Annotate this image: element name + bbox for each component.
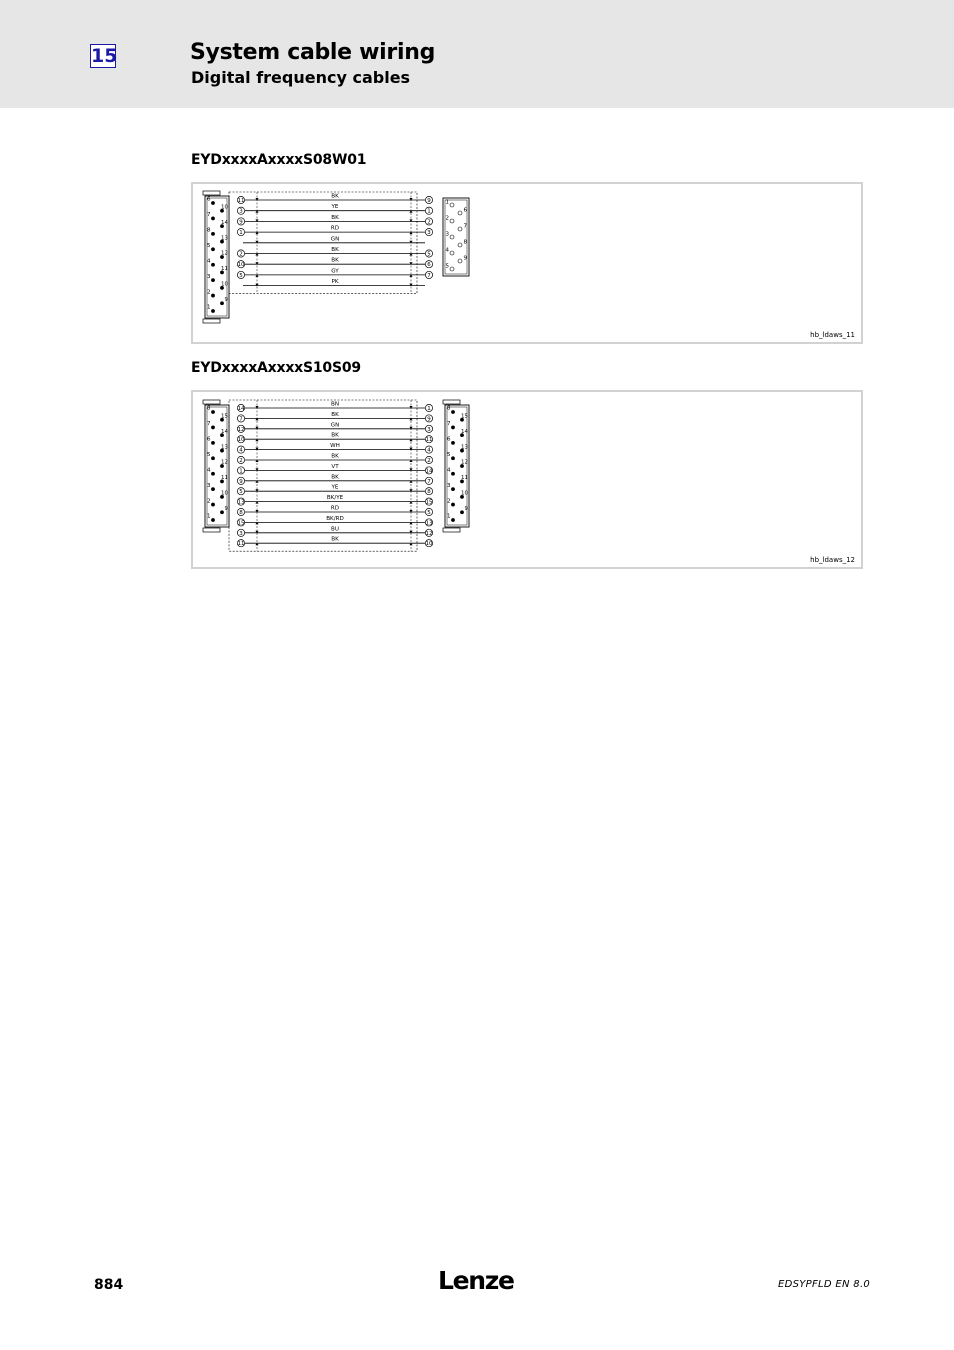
left-connector-pin-label: 15 — [221, 413, 228, 420]
left-connector-pin-dot — [211, 472, 215, 476]
right-connector-pin-label: 2 — [445, 215, 449, 222]
left-connector-pin-label: 9 — [224, 296, 228, 303]
left-connector-pin-label: 8 — [207, 405, 211, 412]
left-connector-pin-label: 5 — [207, 451, 211, 458]
figure1-heading: EYDxxxxAxxxxS08W01 — [191, 152, 367, 168]
pin-number-label: 12 — [425, 530, 433, 537]
pin-number-label: 9 — [239, 478, 243, 485]
wiring-diagram-svg — [193, 392, 865, 571]
left-connector-pin-dot — [220, 301, 224, 305]
pin-number-label: 2 — [427, 458, 431, 464]
wire-color-label: VT — [331, 463, 339, 470]
left-connector-pin-label: 8 — [207, 227, 211, 234]
right-connector-flange-bottom — [443, 528, 460, 532]
wire-color-label: BK — [331, 247, 339, 253]
wire-color-label: YE — [331, 204, 339, 211]
figure-id: hb_ldaws_12 — [810, 556, 855, 564]
pin-number-label: 9 — [427, 416, 431, 423]
wire-color-label: BK — [331, 411, 339, 418]
right-connector-pin-socket — [458, 259, 462, 263]
right-connector-pin-dot — [451, 472, 455, 476]
document-id: EDSYPFLD EN 8.0 — [778, 1279, 871, 1290]
right-connector-pin-label: 14 — [461, 428, 468, 435]
pin-number-label: 9 — [427, 198, 431, 204]
right-connector-pin-label: 9 — [464, 505, 468, 512]
page-title: System cable wiring — [190, 40, 436, 65]
left-connector-pin-label: 10 — [221, 281, 228, 288]
left-connector-pin-label: 1 — [207, 304, 211, 311]
pin-number-label: 1 — [427, 406, 431, 412]
lenze-logo: Lenze — [438, 1266, 514, 1295]
chapter-number-link[interactable]: 15 — [91, 45, 118, 67]
left-connector-pin-label: 7 — [207, 212, 211, 219]
left-connector-pin-label: 11 — [221, 475, 228, 482]
left-connector-pin-dot — [211, 487, 215, 491]
left-connector-pin-label: 6 — [207, 196, 211, 203]
right-connector-pin-label: 5 — [447, 451, 451, 458]
right-connector-pin-dot — [451, 456, 455, 460]
pin-number-label: 11 — [237, 198, 245, 204]
pin-number-label: 1 — [239, 230, 243, 237]
wire-color-label: BK — [331, 432, 339, 439]
right-connector-pin-label: 10 — [461, 490, 468, 497]
pin-number-label: 8 — [427, 489, 431, 496]
left-connector-pin-dot — [211, 426, 215, 430]
left-connector-pin-dot — [211, 217, 215, 221]
pin-number-label: 13 — [237, 499, 245, 506]
right-connector-pin-label: 7 — [447, 421, 451, 428]
left-connector-pin-dot — [211, 278, 215, 282]
wire-color-label: BK/RD — [326, 515, 344, 522]
left-connector-pin-dot — [211, 441, 215, 445]
pin-number-label: 3 — [239, 208, 243, 215]
wire-color-label: BK — [331, 214, 339, 221]
figure2-heading: EYDxxxxAxxxxS10S09 — [191, 360, 361, 376]
pin-number-label: 7 — [427, 272, 431, 279]
left-connector-flange-top — [203, 191, 220, 195]
pin-number-label: 5 — [239, 489, 243, 496]
left-connector-pin-label: 6 — [207, 436, 211, 443]
left-connector-pin-label: 12 — [221, 250, 228, 257]
wire-color-label: BK/YE — [326, 495, 344, 502]
left-connector-pin-dot — [211, 309, 215, 313]
right-connector-pin-label: 12 — [461, 459, 468, 466]
pin-number-label: 11 — [425, 437, 433, 444]
left-connector-pin-label: 1 — [207, 513, 211, 520]
right-connector-pin-label: 4 — [445, 247, 449, 254]
pin-number-label: 15 — [425, 499, 433, 506]
right-connector-pin-label: 5 — [445, 263, 449, 270]
wire-color-label: BK — [331, 474, 339, 481]
pin-number-label: 9 — [239, 219, 243, 226]
right-connector-pin-dot — [451, 441, 455, 445]
right-connector-pin-label: 1 — [447, 513, 451, 520]
pin-number-label: 7 — [239, 416, 243, 423]
pin-number-label: 14 — [425, 468, 433, 475]
right-connector-pin-dot — [451, 487, 455, 491]
pin-number-label: 8 — [239, 510, 243, 516]
left-connector-pin-dot — [220, 510, 224, 514]
right-connector-pin-label: 2 — [447, 498, 451, 505]
left-connector-pin-label: 4 — [207, 467, 211, 474]
pin-number-label: 6 — [427, 262, 431, 269]
pin-number-label: 2 — [239, 251, 243, 258]
wire-color-label: BK — [331, 536, 339, 543]
left-connector-pin-label: 9 — [224, 505, 228, 512]
pin-number-label: 5 — [427, 510, 431, 516]
left-connector-pin-label: 10 — [221, 490, 228, 497]
wiring-diagram-s08w01 — [191, 182, 863, 344]
left-connector-pin-dot — [211, 294, 215, 298]
left-connector-flange-bottom — [203, 319, 220, 323]
pin-number-label: 4 — [239, 447, 243, 454]
left-connector-pin-label: 13 — [221, 235, 228, 242]
wire-color-label: RD — [330, 505, 340, 512]
right-connector-pin-label: 6 — [463, 207, 467, 214]
pin-number-label: 10 — [237, 262, 245, 269]
pin-number-label: 1 — [427, 208, 431, 215]
right-connector-pin-label: 8 — [463, 239, 467, 246]
right-connector-pin-label: 6 — [447, 436, 451, 443]
pin-number-label: 15 — [237, 520, 245, 527]
pin-number-label: 2 — [427, 219, 431, 226]
wire-color-label: BK — [331, 257, 339, 264]
left-connector-pin-label: 2 — [207, 498, 211, 505]
right-connector-pin-dot — [451, 426, 455, 430]
left-connector-pin-label: 12 — [221, 459, 228, 466]
right-connector-pin-label: 4 — [447, 467, 451, 474]
left-connector-pin-label: 10 — [221, 204, 228, 211]
left-connector-pin-dot — [211, 503, 215, 507]
left-connector-pin-label: 2 — [207, 289, 211, 296]
left-connector-flange-bottom — [203, 528, 220, 532]
right-connector-pin-label: 15 — [461, 413, 468, 420]
right-connector-flange-top — [443, 400, 460, 404]
pin-number-label: 11 — [237, 541, 245, 548]
left-connector-pin-label: 4 — [207, 258, 211, 265]
right-connector-pin-socket — [458, 227, 462, 231]
page-subtitle: Digital frequency cables — [191, 68, 411, 87]
right-connector-pin-socket — [450, 251, 454, 255]
right-connector-pin-socket — [450, 203, 454, 207]
pin-number-label: 3 — [427, 426, 431, 433]
right-connector-pin-socket — [450, 219, 454, 223]
left-connector-pin-dot — [211, 201, 215, 205]
pin-number-label: 14 — [237, 406, 245, 412]
wire-color-label: GY — [331, 268, 339, 275]
wire-color-label: YE — [331, 484, 339, 491]
pin-number-label: 1 — [239, 468, 243, 475]
wire-color-label: RD — [330, 225, 340, 232]
pin-number-label: 4 — [427, 447, 431, 454]
right-connector-pin-label: 3 — [447, 482, 451, 489]
left-connector-pin-label: 3 — [207, 482, 211, 489]
right-connector-pin-label: 1 — [445, 199, 449, 206]
right-connector-pin-label: 8 — [447, 405, 451, 412]
right-connector-pin-socket — [450, 235, 454, 239]
left-connector-flange-top — [203, 400, 220, 404]
wire-color-label: GN — [330, 236, 340, 243]
right-connector-pin-label: 9 — [463, 255, 467, 262]
right-connector-pin-dot — [451, 503, 455, 507]
pin-number-label: 10 — [237, 437, 245, 444]
left-connector-pin-dot — [211, 263, 215, 267]
right-connector-pin-label: 7 — [463, 223, 467, 230]
right-connector-pin-dot — [451, 410, 455, 414]
left-connector-pin-label: 13 — [221, 444, 228, 451]
pin-number-label: 13 — [425, 520, 433, 527]
pin-number-label: 2 — [239, 458, 243, 464]
left-connector-pin-label: 5 — [207, 242, 211, 249]
right-connector-pin-socket — [458, 211, 462, 215]
wire-color-label: BK — [331, 193, 339, 200]
page-number: 884 — [94, 1277, 124, 1293]
left-connector-pin-label: 7 — [207, 421, 211, 428]
right-connector-pin-socket — [450, 267, 454, 271]
left-connector-pin-label: 14 — [221, 428, 228, 435]
left-connector-pin-dot — [211, 410, 215, 414]
left-connector-pin-label: 11 — [221, 266, 228, 273]
wire-color-label: WH — [330, 443, 340, 450]
pin-number-label: 5 — [239, 272, 243, 279]
pin-number-label: 5 — [427, 251, 431, 258]
wiring-diagram-svg — [193, 184, 865, 346]
wire-color-label: BN — [330, 401, 340, 408]
right-connector-pin-dot — [460, 510, 464, 514]
wire-color-label: GN — [330, 422, 340, 429]
left-connector-pin-dot — [211, 518, 215, 522]
left-connector-pin-label: 3 — [207, 273, 211, 280]
right-connector-pin-socket — [458, 243, 462, 247]
right-connector-pin-label: 11 — [461, 475, 468, 482]
left-connector-pin-dot — [211, 456, 215, 460]
wire-color-label: BU — [331, 526, 339, 533]
pin-number-label: 7 — [427, 478, 431, 485]
pin-number-label: 3 — [239, 530, 243, 537]
page-header — [0, 0, 954, 108]
wire-color-label: PK — [331, 279, 339, 286]
right-connector-pin-label: 3 — [445, 231, 449, 238]
figure-id: hb_ldaws_11 — [810, 331, 855, 339]
right-connector-pin-dot — [451, 518, 455, 522]
wiring-diagram-s10s09 — [191, 390, 863, 569]
wire-color-label: BK — [331, 453, 339, 460]
pin-number-label: 12 — [237, 426, 245, 433]
left-connector-pin-dot — [211, 247, 215, 251]
left-connector-pin-label: 14 — [221, 219, 228, 226]
pin-number-label: 10 — [425, 541, 433, 548]
left-connector-pin-dot — [211, 232, 215, 236]
right-connector-pin-label: 13 — [461, 444, 468, 451]
pin-number-label: 3 — [427, 230, 431, 237]
